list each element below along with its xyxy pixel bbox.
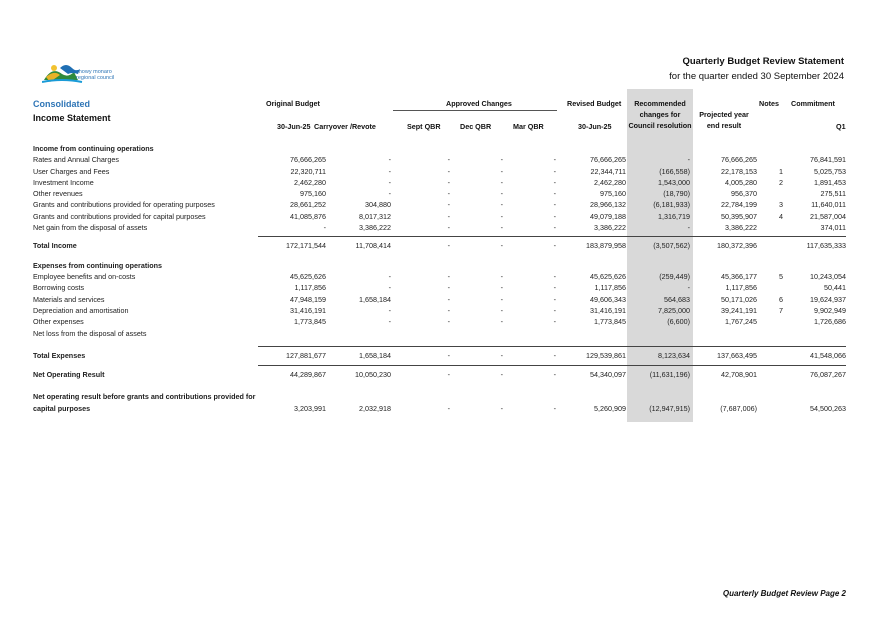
- cell-mq: -: [553, 351, 556, 360]
- cell-rb: 183,879,958: [586, 241, 626, 250]
- col-projected-2: end result: [706, 121, 742, 130]
- cell-ob: 31,416,191: [290, 306, 326, 315]
- report-title: Quarterly Budget Review Statement: [682, 56, 844, 67]
- col-revised-budget: Revised Budget: [567, 99, 622, 108]
- table-row: [0, 188, 877, 199]
- cell-co: 3,386,222: [359, 223, 391, 232]
- cell-ob: -: [323, 223, 326, 232]
- cell-mq: -: [553, 189, 556, 198]
- cell-rb: 76,666,265: [590, 155, 626, 164]
- cell-ob: 127,881,677: [286, 351, 326, 360]
- cell-rb: 28,966,132: [590, 200, 626, 209]
- cell-sq: -: [447, 370, 450, 379]
- table-row: [0, 260, 877, 271]
- cell-dq: -: [500, 351, 503, 360]
- cell-pr: 22,784,199: [721, 200, 757, 209]
- cell-mq: -: [553, 241, 556, 250]
- cell-mq: -: [553, 317, 556, 326]
- cell-sq: -: [447, 200, 450, 209]
- cell-rb: 49,079,188: [590, 212, 626, 221]
- cell-co: 8,017,312: [359, 212, 391, 221]
- row-label: Net loss from the disposal of assets: [33, 329, 147, 338]
- cell-rb: 1,117,856: [594, 283, 626, 292]
- approved-changes-rule: [393, 110, 557, 111]
- cell-rc: 1,543,000: [658, 178, 690, 187]
- cell-co: 11,708,414: [355, 241, 391, 250]
- cell-mq: -: [553, 155, 556, 164]
- col-dec-qbr: Dec QBR: [460, 122, 492, 131]
- total-rule: [258, 346, 846, 347]
- table-row: [0, 369, 877, 380]
- council-logo: [42, 60, 128, 86]
- col-commitment-q1: Q1: [836, 122, 846, 131]
- table-row: [0, 350, 877, 361]
- cell-sq: -: [447, 167, 450, 176]
- row-label: Grants and contributions provided for operating purposes: [33, 200, 215, 209]
- cell-cm: 41,548,066: [810, 351, 846, 360]
- cell-ob: 172,171,544: [286, 241, 326, 250]
- cell-co: 1,658,184: [359, 351, 391, 360]
- cell-sq: -: [447, 223, 450, 232]
- cell-co: 2,032,918: [359, 404, 391, 413]
- col-commitment: Commitment: [791, 99, 835, 108]
- cell-dq: -: [500, 212, 503, 221]
- cell-rb: 31,416,191: [590, 306, 626, 315]
- cell-rb: 2,462,280: [594, 178, 626, 187]
- cell-cm: 117,635,333: [806, 241, 846, 250]
- total-rule: [258, 365, 846, 366]
- cell-note: 1: [779, 167, 783, 176]
- row-label: Net operating result before grants and contributions provided for: [33, 392, 256, 401]
- cell-sq: -: [447, 283, 450, 292]
- col-mar-qbr: Mar QBR: [513, 122, 544, 131]
- cell-rb: 49,606,343: [590, 295, 626, 304]
- cell-rc: (6,600): [667, 317, 690, 326]
- cell-rc: 8,123,634: [658, 351, 690, 360]
- cell-rc: -: [687, 283, 690, 292]
- cell-pr: 50,171,026: [721, 295, 757, 304]
- cell-pr: 180,372,396: [717, 241, 757, 250]
- cell-rb: 22,344,711: [590, 167, 626, 176]
- cell-dq: -: [500, 167, 503, 176]
- cell-dq: -: [500, 404, 503, 413]
- cell-cm: 5,025,753: [814, 167, 846, 176]
- cell-sq: -: [447, 404, 450, 413]
- cell-ob: 45,625,626: [290, 272, 326, 281]
- table-row: [0, 166, 877, 177]
- cell-mq: -: [553, 200, 556, 209]
- cell-cm: 374,011: [820, 223, 846, 232]
- cell-sq: -: [447, 317, 450, 326]
- col-recommended-1: Recommended: [634, 99, 686, 108]
- cell-sq: -: [447, 178, 450, 187]
- cell-sq: -: [447, 351, 450, 360]
- cell-cm: 76,087,267: [810, 370, 846, 379]
- cell-dq: -: [500, 200, 503, 209]
- cell-ob: 1,117,856: [294, 283, 326, 292]
- col-sept-qbr: Sept QBR: [407, 122, 441, 131]
- row-label: Income from continuing operations: [33, 144, 154, 153]
- row-label: Net gain from the disposal of assets: [33, 223, 148, 232]
- table-row: [0, 222, 877, 233]
- cell-pr: 42,708,901: [721, 370, 757, 379]
- cell-mq: -: [553, 306, 556, 315]
- row-label: Materials and services: [33, 295, 105, 304]
- cell-pr: 3,386,222: [725, 223, 757, 232]
- report-subtitle: for the quarter ended 30 September 2024: [669, 71, 844, 82]
- cell-pr: 956,370: [731, 189, 757, 198]
- cell-mq: -: [553, 295, 556, 304]
- cell-dq: -: [500, 155, 503, 164]
- cell-rc: -: [687, 155, 690, 164]
- cell-mq: -: [553, 283, 556, 292]
- cell-cm: 9,902,949: [814, 306, 846, 315]
- cell-note: 2: [779, 178, 783, 187]
- cell-note: 6: [779, 295, 783, 304]
- cell-ob: 76,666,265: [290, 155, 326, 164]
- cell-sq: -: [447, 155, 450, 164]
- col-original-budget: Original Budget: [266, 99, 320, 108]
- cell-rc: 7,825,000: [658, 306, 690, 315]
- cell-cm: 54,500,263: [810, 404, 846, 413]
- cell-ob: 3,203,991: [294, 404, 326, 413]
- cell-pr: 4,005,280: [725, 178, 757, 187]
- cell-sq: -: [447, 241, 450, 250]
- cell-rc: (12,947,915): [649, 404, 690, 413]
- cell-co: -: [388, 167, 391, 176]
- cell-co: -: [388, 189, 391, 198]
- cell-dq: -: [500, 370, 503, 379]
- cell-ob: 22,320,711: [290, 167, 326, 176]
- col-projected-1: Projected year: [699, 110, 749, 119]
- row-label: Borrowing costs: [33, 283, 85, 292]
- cell-rc: -: [687, 223, 690, 232]
- cell-co: -: [388, 306, 391, 315]
- cell-sq: -: [447, 189, 450, 198]
- cell-rb: 3,386,222: [594, 223, 626, 232]
- cell-mq: -: [553, 223, 556, 232]
- table-row: [0, 282, 877, 293]
- cell-sq: -: [447, 295, 450, 304]
- cell-cm: 11,640,011: [811, 200, 846, 209]
- cell-co: -: [388, 272, 391, 281]
- cell-sq: -: [447, 306, 450, 315]
- table-row: [0, 305, 877, 316]
- cell-cm: 275,511: [820, 189, 846, 198]
- cell-note: 7: [779, 306, 783, 315]
- cell-rc: (259,449): [659, 272, 690, 281]
- cell-ob: 1,773,845: [294, 317, 326, 326]
- col-recommended-3: Council resolution: [628, 121, 692, 130]
- cell-cm: 21,587,004: [810, 212, 846, 221]
- cell-co: -: [388, 178, 391, 187]
- cell-ob: 47,948,159: [290, 295, 326, 304]
- cell-cm: 50,441: [824, 283, 846, 292]
- cell-rc: 1,316,719: [658, 212, 690, 221]
- col-notes: Notes: [759, 99, 779, 108]
- table-row: [0, 403, 877, 414]
- cell-dq: -: [500, 178, 503, 187]
- row-label: Net Operating Result: [33, 370, 105, 379]
- cell-cm: 76,841,591: [810, 155, 846, 164]
- cell-ob: 41,085,876: [290, 212, 326, 221]
- cell-note: 5: [779, 272, 783, 281]
- page-footer: Quarterly Budget Review Page 2: [722, 589, 846, 598]
- cell-rc: 564,683: [664, 295, 690, 304]
- cell-cm: 10,243,054: [810, 272, 846, 281]
- col-carryover: Carryover /Revote: [314, 122, 376, 131]
- row-label: Other expenses: [33, 317, 84, 326]
- cell-mq: -: [553, 370, 556, 379]
- cell-mq: -: [553, 272, 556, 281]
- cell-rb: 45,625,626: [590, 272, 626, 281]
- total-rule: [258, 236, 846, 237]
- col-original-date: 30-Jun-25: [277, 122, 311, 131]
- table-row: [0, 294, 877, 305]
- row-label: Grants and contributions provided for capital purposes: [33, 212, 206, 221]
- cell-pr: (7,687,006): [720, 404, 757, 413]
- cell-dq: -: [500, 223, 503, 232]
- row-label: Expenses from continuing operations: [33, 261, 162, 270]
- row-label: capital purposes: [33, 404, 91, 413]
- cell-rb: 54,340,097: [590, 370, 626, 379]
- cell-co: 1,658,184: [359, 295, 391, 304]
- cell-pr: 39,241,191: [721, 306, 757, 315]
- col-revised-date: 30-Jun-25: [578, 122, 612, 131]
- cell-co: 10,050,230: [355, 370, 391, 379]
- cell-rc: (6,181,933): [653, 200, 690, 209]
- logo-text: snowy monaro regional council: [76, 69, 115, 81]
- cell-sq: -: [447, 272, 450, 281]
- row-label: Depreciation and amortisation: [33, 306, 129, 315]
- cell-pr: 1,117,856: [725, 283, 757, 292]
- table-row: [0, 391, 877, 402]
- row-label: Total Income: [33, 241, 77, 250]
- col-approved-changes: Approved Changes: [446, 99, 512, 108]
- cell-mq: -: [553, 404, 556, 413]
- cell-dq: -: [500, 295, 503, 304]
- row-label: User Charges and Fees: [33, 167, 110, 176]
- cell-pr: 50,395,907: [721, 212, 757, 221]
- cell-rb: 129,539,861: [586, 351, 626, 360]
- cell-rb: 1,773,845: [594, 317, 626, 326]
- cell-dq: -: [500, 189, 503, 198]
- cell-pr: 76,666,265: [721, 155, 757, 164]
- row-label: Total Expenses: [33, 351, 86, 360]
- cell-ob: 975,160: [300, 189, 326, 198]
- table-row: [0, 211, 877, 222]
- row-label: Rates and Annual Charges: [33, 155, 119, 164]
- cell-rb: 5,260,909: [594, 404, 626, 413]
- cell-mq: -: [553, 178, 556, 187]
- cell-pr: 22,178,153: [721, 167, 757, 176]
- cell-dq: -: [500, 306, 503, 315]
- cell-co: -: [388, 283, 391, 292]
- cell-rb: 975,160: [600, 189, 626, 198]
- cell-cm: 1,726,686: [814, 317, 846, 326]
- cell-ob: 2,462,280: [294, 178, 326, 187]
- table-row: [0, 328, 877, 339]
- cell-rc: (166,558): [659, 167, 690, 176]
- cell-rc: (18,790): [663, 189, 690, 198]
- cell-pr: 45,366,177: [721, 272, 757, 281]
- cell-dq: -: [500, 272, 503, 281]
- cell-pr: 137,663,495: [717, 351, 757, 360]
- cell-pr: 1,767,245: [725, 317, 757, 326]
- cell-co: -: [388, 317, 391, 326]
- table-row: [0, 177, 877, 188]
- cell-dq: -: [500, 241, 503, 250]
- cell-co: -: [388, 155, 391, 164]
- cell-rc: (3,507,562): [653, 241, 690, 250]
- cell-note: 3: [779, 200, 783, 209]
- section-label: Consolidated: [33, 99, 91, 109]
- table-row: [0, 154, 877, 165]
- row-label: Employee benefits and on-costs: [33, 272, 136, 281]
- cell-cm: 19,624,937: [810, 295, 846, 304]
- cell-dq: -: [500, 317, 503, 326]
- cell-mq: -: [553, 212, 556, 221]
- cell-ob: 44,289,867: [290, 370, 326, 379]
- cell-co: 304,880: [365, 200, 391, 209]
- cell-dq: -: [500, 283, 503, 292]
- table-row: [0, 240, 877, 251]
- cell-cm: 1,891,453: [814, 178, 846, 187]
- row-label: Investment Income: [33, 178, 94, 187]
- cell-note: 4: [779, 212, 783, 221]
- table-row: [0, 199, 877, 210]
- statement-name: Income Statement: [33, 113, 111, 123]
- table-row: [0, 316, 877, 327]
- cell-ob: 28,661,252: [290, 200, 326, 209]
- col-recommended-2: changes for: [639, 110, 681, 119]
- table-row: [0, 271, 877, 282]
- cell-sq: -: [447, 212, 450, 221]
- table-row: [0, 143, 877, 154]
- cell-mq: -: [553, 167, 556, 176]
- row-label: Other revenues: [33, 189, 83, 198]
- cell-rc: (11,631,196): [649, 370, 690, 379]
